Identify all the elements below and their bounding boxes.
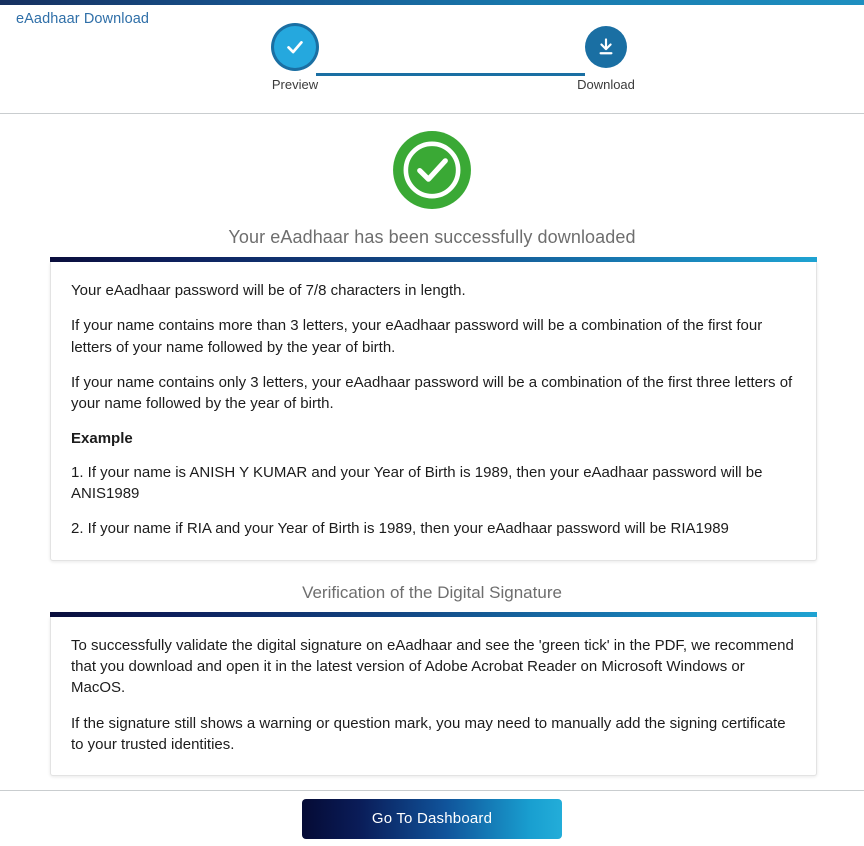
stepper-step-preview[interactable]: [240, 26, 350, 92]
password-rule-1: Your eAadhaar password will be of 7/8 characters in length.: [71, 282, 466, 299]
digital-signature-heading: Verification of the Digital Signature: [302, 582, 562, 602]
success-icon-wrapper: [0, 129, 864, 211]
stepper-step-download-label: Download: [577, 77, 635, 92]
password-rule-3: If your name contains only 3 letters, your eAadhaar password will be a combination of the first three letters of your name followed by the year of birth.: [71, 373, 793, 413]
main-content: [0, 114, 864, 790]
success-check-circle-icon: [391, 129, 473, 211]
page-title[interactable]: eAadhaar Download: [16, 11, 150, 27]
digital-signature-card: [50, 617, 817, 776]
check-icon: [284, 36, 306, 58]
stepper-download-circle[interactable]: [585, 26, 627, 68]
password-rule-2: If your name contains more than 3 letters, your eAadhaar password will be a combination of the first four letters of your name followed by the year of birth.: [71, 317, 763, 356]
go-to-dashboard-button[interactable]: Go To Dashboard: [302, 799, 562, 839]
stepper-connector-line: [316, 73, 585, 76]
example-item-2: 2. If your name if RIA and your Year of Birth is 1989, then your eAadhaar password will be RIA1989: [71, 520, 729, 538]
signature-paragraph-1: To successfully validate the digital signature on eAadhaar and see the 'green tick' in the PDF, we recommend that you download and open it in the latest version of Adobe Acrobat Reader on Microsoft Windows or MacOS.: [71, 636, 794, 697]
example-item-1: 1. If your name is ANISH Y KUMAR and your Year of Birth is 1989, then your eAadhaar password will be ANIS1989: [71, 463, 763, 503]
example-heading: Example: [71, 430, 133, 448]
progress-stepper: [0, 26, 864, 106]
page-footer: [0, 791, 864, 846]
password-info-card: [50, 262, 817, 561]
stepper-preview-circle[interactable]: [274, 26, 316, 68]
card-accent-bar: [50, 257, 817, 262]
download-icon: [596, 37, 616, 57]
success-message: Your eAadhaar has been successfully downloaded: [228, 227, 636, 247]
stepper-step-preview-label: Preview: [271, 77, 319, 92]
signature-paragraph-2: If the signature still shows a warning or question mark, you may need to manually add the signing certificate to your trusted identities.: [71, 714, 786, 753]
stepper-step-download[interactable]: [551, 26, 661, 92]
card-accent-bar: [50, 612, 817, 617]
